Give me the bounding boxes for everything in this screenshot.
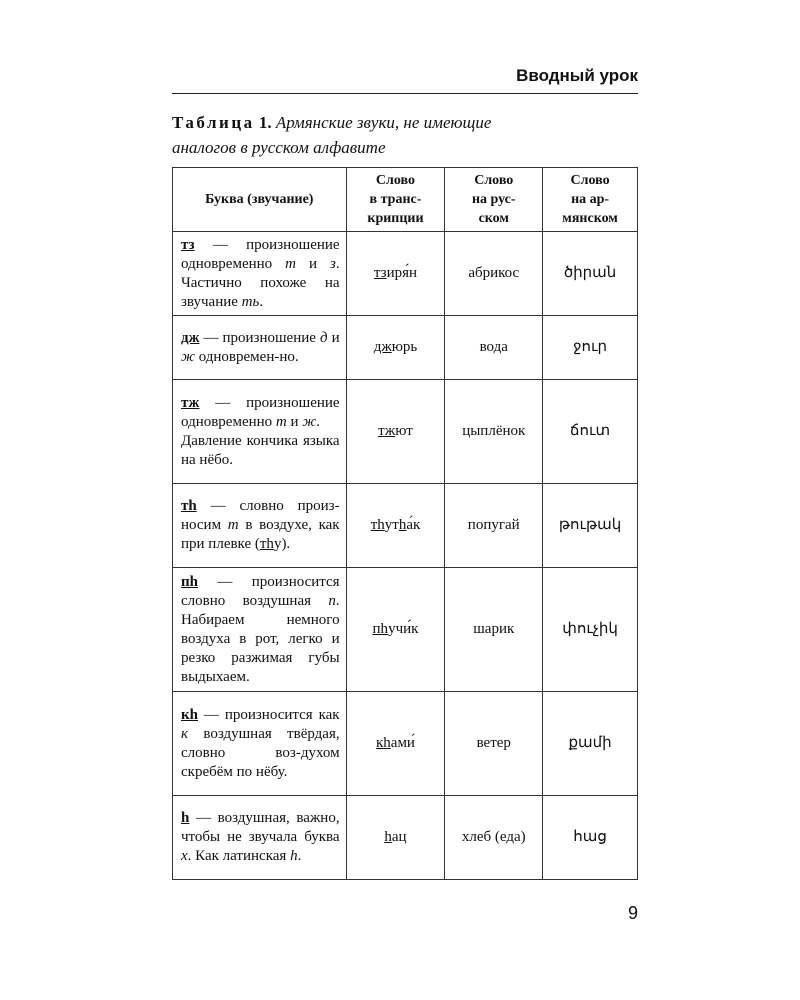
letter: тh <box>181 498 197 514</box>
header-russian-l1: Слово <box>474 173 514 188</box>
caption-text-line2: аналогов в русском алфавите <box>172 138 386 157</box>
desc-text: и <box>327 329 340 346</box>
russian-word: попугай <box>445 484 543 568</box>
letter: h <box>181 810 190 826</box>
letter-description <box>173 692 347 796</box>
desc-text: у). <box>273 536 291 552</box>
russian-word: цыплёнок <box>445 380 543 484</box>
letter-description <box>173 796 347 880</box>
header-armenian-l3: мянском <box>562 211 618 226</box>
desc-text: в воздухе, как при плевке ( <box>181 517 340 552</box>
header-russian-l2: на рус- <box>471 192 516 207</box>
table-header-row <box>173 168 638 232</box>
desc-text: — произносится как <box>198 706 340 723</box>
letter-description <box>173 316 347 380</box>
desc-text: . Набираем немного воздуха в рот, легко и резко разжимая губы выдыхаем. <box>181 592 340 685</box>
header-translit <box>346 168 445 232</box>
armenian-word: ծիրան <box>543 232 638 316</box>
translit-underlined: тh <box>370 517 385 533</box>
header-translit-l3: крипции <box>367 211 424 226</box>
armenian-word: հաց <box>543 796 638 880</box>
header-armenian-l1: Слово <box>570 173 610 188</box>
desc-text: и <box>296 255 330 272</box>
translit-word <box>346 316 445 380</box>
letter: тз <box>181 236 195 253</box>
header-armenian <box>543 168 638 232</box>
desc-italic: т <box>285 255 296 272</box>
header-letter: Буква (звучание) <box>173 168 347 232</box>
translit-word <box>346 484 445 568</box>
russian-word: хлеб (еда) <box>445 796 543 880</box>
translit-word <box>346 380 445 484</box>
caption-text-line1: Армянские звуки, не имеющие <box>275 113 492 132</box>
desc-italic: т <box>227 517 239 533</box>
desc-italic: п <box>328 592 336 609</box>
desc-text: — произношение одновременно <box>181 394 340 430</box>
desc-text: — произношение <box>199 329 320 346</box>
table-row <box>173 316 638 380</box>
translit-rest: учи́к <box>388 621 419 637</box>
desc-text: — произношение одновременно <box>181 236 340 272</box>
header-rule <box>172 93 638 94</box>
translit-word <box>346 796 445 880</box>
letter: тж <box>181 394 200 411</box>
armenian-word: ջուր <box>543 316 638 380</box>
translit-rest: ют <box>395 423 413 439</box>
letter-description <box>173 380 347 484</box>
armenian-sounds-table <box>172 167 638 880</box>
header-russian-l3: ском <box>478 211 509 226</box>
desc-text: . Как латинская <box>187 848 291 864</box>
desc-italic: h <box>290 848 298 864</box>
russian-word: шарик <box>445 568 543 692</box>
translit-rest: иря́н <box>386 265 418 281</box>
table-row <box>173 232 638 316</box>
armenian-word: փուչիկ <box>543 568 638 692</box>
desc-italic: ж <box>302 413 317 430</box>
desc-italic: ж <box>181 348 195 365</box>
russian-word: вода <box>445 316 543 380</box>
desc-italic: х <box>181 848 188 864</box>
desc-text: воздушная твёрдая, словно воз-духом скребём по нёбу. <box>181 725 340 780</box>
translit-underlined: дж <box>373 339 392 355</box>
desc-text: — произносится словно воздушная <box>181 573 340 609</box>
translit-rest: ут <box>384 517 399 533</box>
table-row <box>173 692 638 796</box>
letter-description <box>173 568 347 692</box>
desc-italic: д <box>319 329 328 346</box>
translit-underlined: тж <box>378 423 396 439</box>
desc-text: . <box>316 413 320 430</box>
letter: кh <box>181 706 198 723</box>
desc-underlined: тh <box>259 536 274 552</box>
caption-label: Таблица <box>172 113 255 132</box>
header-armenian-l2: на ар- <box>571 192 610 207</box>
header-russian <box>445 168 543 232</box>
desc-text: . <box>259 293 264 310</box>
translit-word <box>346 232 445 316</box>
table-row <box>173 796 638 880</box>
letter: дж <box>181 329 200 346</box>
desc-italic: ть <box>241 293 260 310</box>
desc-italic: т <box>275 413 287 430</box>
armenian-word: քամի <box>543 692 638 796</box>
header-translit-l1: Слово <box>375 173 416 188</box>
translit-underlined: кh <box>375 735 391 751</box>
table-row <box>173 484 638 568</box>
russian-word: ветер <box>445 692 543 796</box>
russian-word: абрикос <box>445 232 543 316</box>
table-row <box>173 380 638 484</box>
translit-underlined: h <box>384 829 392 845</box>
table-caption <box>172 110 642 160</box>
letter-description <box>173 232 347 316</box>
translit-rest: ами́ <box>390 735 415 751</box>
desc-text: . Частично похоже на звучание <box>181 255 340 310</box>
desc-text: и <box>286 413 303 430</box>
letter: пh <box>181 573 198 590</box>
desc-italic: к <box>181 725 189 742</box>
translit-rest: юрь <box>391 339 418 355</box>
desc-text: — воздушная, важно, чтобы не звучала буква <box>181 810 340 845</box>
translit-underlined: h <box>398 517 407 533</box>
translit-underlined: тз <box>373 265 387 281</box>
desc-text: Давление кончика языка на нёбо. <box>181 432 340 468</box>
translit-word <box>346 568 445 692</box>
translit-word <box>346 692 445 796</box>
letter-description <box>173 484 347 568</box>
desc-text: — словно произ-носим <box>181 498 340 533</box>
caption-number: 1. <box>258 113 272 132</box>
desc-italic: з <box>330 255 336 272</box>
table-row <box>173 568 638 692</box>
header-translit-l2: в транс- <box>369 192 422 207</box>
translit-rest: ац <box>391 829 407 845</box>
armenian-word: ճուտ <box>543 380 638 484</box>
armenian-word: թութակ <box>543 484 638 568</box>
page-number: 9 <box>627 903 638 923</box>
running-header: Вводный урок <box>516 66 638 85</box>
translit-rest: а́к <box>406 517 421 533</box>
desc-text: . <box>297 848 302 864</box>
desc-text: одновремен-но. <box>194 348 299 365</box>
translit-underlined: пh <box>372 621 389 637</box>
